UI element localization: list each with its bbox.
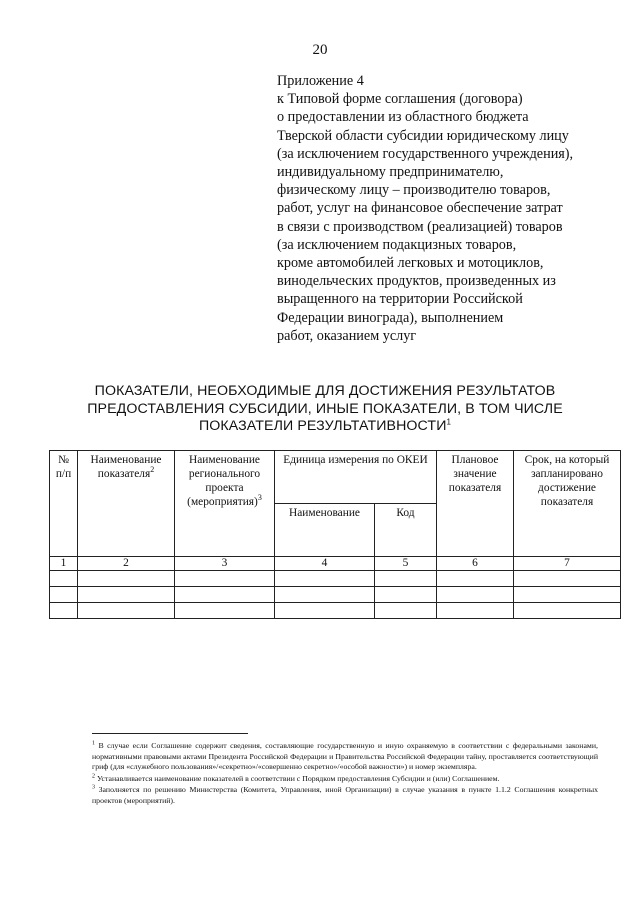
appendix-line: к Типовой форме соглашения (договора) (277, 91, 523, 108)
appendix-line: Приложение 4 (277, 73, 364, 89)
table-cell (175, 603, 275, 619)
appendix-line: работ, услуг на финансовое обеспечение затрат (277, 200, 563, 217)
appendix-line: кроме автомобилей легковых и мотоциклов, (277, 255, 544, 272)
document-title (40, 383, 610, 436)
footnote-ref: 2 (150, 465, 155, 475)
table-cell (275, 571, 375, 587)
footnote-number: 1 (92, 740, 95, 747)
appendix-line: (за исключением государственного учреждения), (277, 145, 574, 162)
table-row (50, 571, 621, 587)
appendix-line: Федерации винограда), выполнением (277, 309, 504, 326)
header-unit-group: Единица измерения по ОКЕИ (275, 451, 437, 504)
footnote-ref: 3 (257, 493, 262, 503)
footnote-text: Устанавливается наименование показателей в соответствии с Порядком предоставления Субсидии и (или) Соглашением. (95, 773, 500, 783)
header-number: № п/п (50, 451, 78, 557)
appendix-line: индивидуальному предпринимателю, (277, 164, 504, 181)
header-project-text: Наименование регионального проекта (мероприятия) (187, 454, 261, 508)
column-number: 6 (437, 557, 514, 571)
table-cell (175, 587, 275, 603)
header-unit-code: Код (375, 504, 437, 557)
column-number: 2 (78, 557, 175, 571)
title-line-3 (40, 418, 610, 436)
table-cell (275, 603, 375, 619)
appendix-line: (за исключением подакцизных товаров, (277, 236, 517, 253)
table-cell (437, 587, 514, 603)
header-indicator-name-text: Наименование показателя (90, 454, 162, 480)
header-unit-name: Наименование (275, 504, 375, 557)
page-number: 20 (312, 42, 328, 58)
table-cell (514, 571, 621, 587)
title-line-3-text: ПОКАЗАТЕЛИ РЕЗУЛЬТАТИВНОСТИ (198, 418, 447, 434)
table-cell (78, 603, 175, 619)
table-cell (50, 571, 78, 587)
footnote-divider (92, 733, 248, 734)
title-line-2: ПРЕДОСТАВЛЕНИЯ СУБСИДИИ, ИНЫЕ ПОКАЗАТЕЛИ, В ТОМ ЧИСЛЕ (87, 400, 563, 417)
footnote-2 (92, 774, 598, 785)
header-planned-value: Плановое значение показателя (437, 451, 514, 557)
column-number: 1 (50, 557, 78, 571)
header-indicator-name (78, 451, 175, 557)
footnotes (92, 741, 598, 808)
table-row (50, 603, 621, 619)
footnote-3 (92, 785, 598, 806)
header-deadline: Срок, на который запланировано достижение показателя (514, 451, 621, 557)
table-cell (175, 571, 275, 587)
table-cell (275, 587, 375, 603)
footnote-text: Заполняется по решению Министерства (Комитета, Управления, иной Организации) в случае указания в пункте 1.1.2 Соглашения конкретных проектов (мероприятий). (92, 785, 598, 805)
column-number-row (50, 557, 621, 571)
table-cell (50, 603, 78, 619)
column-number: 7 (514, 557, 621, 571)
appendix-line: Тверской области субсидии юридическому лицу (277, 127, 569, 144)
column-number: 4 (275, 557, 375, 571)
footnote-1 (92, 741, 598, 773)
appendix-line: выращенного на территории Российской (277, 291, 523, 308)
appendix-line: в связи с производством (реализацией) товаров (277, 218, 563, 235)
footnote-number: 2 (92, 773, 95, 780)
table-row (50, 587, 621, 603)
table-cell (437, 603, 514, 619)
table-cell (375, 603, 437, 619)
header-project (175, 451, 275, 557)
table-cell (514, 603, 621, 619)
table-header-row (50, 451, 621, 504)
footnote-ref: 1 (446, 417, 452, 427)
title-line-1: ПОКАЗАТЕЛИ, НЕОБХОДИМЫЕ ДЛЯ ДОСТИЖЕНИЯ РЕЗУЛЬТАТОВ (94, 383, 556, 399)
table-cell (437, 571, 514, 587)
appendix-line: работ, оказанием услуг (277, 327, 417, 344)
appendix-line: физическому лицу – производителю товаров, (277, 182, 551, 199)
appendix-header (277, 72, 617, 345)
table-cell (50, 587, 78, 603)
table-cell (78, 587, 175, 603)
appendix-line: о предоставлении из областного бюджета (277, 109, 529, 126)
footnote-number: 3 (92, 784, 95, 791)
table-cell (375, 587, 437, 603)
table-cell (375, 571, 437, 587)
column-number: 5 (375, 557, 437, 571)
indicators-table (49, 450, 621, 619)
column-number: 3 (175, 557, 275, 571)
appendix-line: винодельческих продуктов, произведенных из (277, 273, 556, 290)
footnote-text: В случае если Соглашение содержит сведения, составляющие государственную и иную охраняемую в соответствии с федеральными законами, нормативными правовыми актами Президента Российской Федерации и Правительства Российской Федерации тайну, проставляется соответствующий гриф (для «служебного пользования»/«секретно»/«совершенно секретно»/«особой важности») и номер экземпляра. (92, 741, 598, 772)
table-cell (78, 571, 175, 587)
table-cell (514, 587, 621, 603)
